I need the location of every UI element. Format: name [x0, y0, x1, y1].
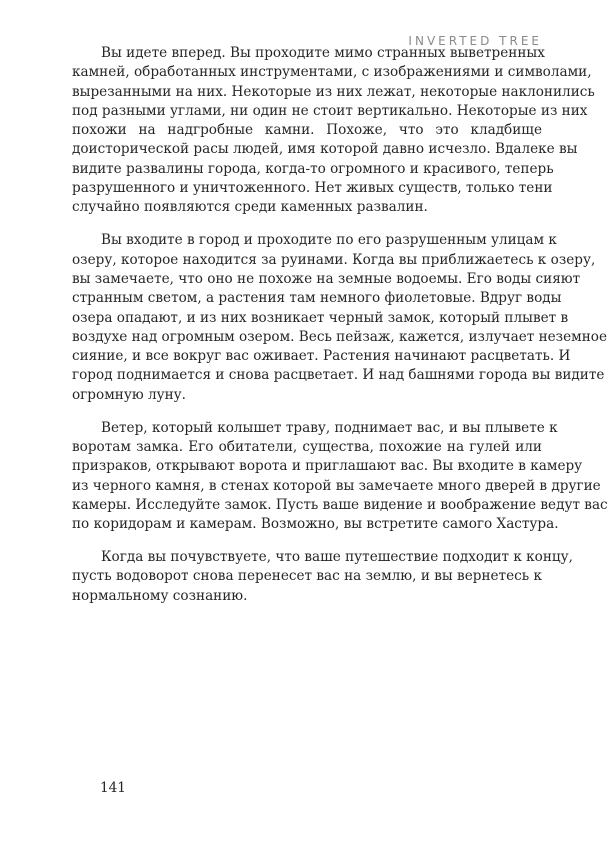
text-line: камней, обработанных инструментами, с изображениями и символами, — [72, 64, 592, 81]
text-line: из черного камня, в стенах которой вы замечаете много дверей в другие — [72, 477, 601, 494]
text-line: под разными углами, ни один не стоит вертикально. Некоторые из них — [72, 102, 588, 119]
page-number: 141 — [100, 780, 126, 796]
text-line: вы замечаете, что оно не похоже на земные водоемы. Его воды сияют — [72, 270, 581, 287]
text-line: Вы входите в город и проходите по его разрушенным улицам к — [101, 232, 557, 249]
text-line: озеру, которое находится за руинами. Когда вы приближаетесь к озеру, — [72, 251, 596, 268]
text-line: воротам замка. Его обитатели, существа, похожие на гулей или — [72, 439, 542, 456]
text-line: город поднимается и снова расцветает. И над башнями города вы видите — [72, 367, 605, 384]
text-line: вырезанными на них. Некоторые из них лежат, некоторые наклонились — [72, 83, 595, 100]
text-line: Когда вы почувствуете, что ваше путешествие подходит к концу, — [101, 549, 573, 566]
paragraph — [72, 231, 608, 405]
text-line: воздухе над огромным озером. Весь пейзаж, кажется, излучает неземное — [72, 328, 608, 345]
text-line: озера опадают, и из них возникает черный замок, который плывет в — [72, 309, 569, 326]
text-line: видите развалины города, когда-то огромного и красивого, теперь — [72, 160, 554, 177]
running-header: INVERTED TREE — [408, 34, 542, 48]
text-line: камеры. Исследуйте замок. Пусть ваше видение и воображение ведут вас — [72, 496, 608, 513]
text-line: Вы идете вперед. Вы проходите мимо странных выветренных — [101, 45, 545, 61]
text-line: призраков, открывают ворота и приглашают вас. Вы входите в камеру — [72, 458, 583, 475]
text-line: Ветер, который колышет траву, поднимает вас, и вы плывете к — [101, 419, 558, 436]
paragraph — [72, 419, 608, 535]
text-line: огромную луну. — [72, 386, 186, 403]
paragraph — [72, 44, 595, 218]
text-line: нормальному сознанию. — [72, 587, 248, 604]
text-line: по коридорам и камерам. Возможно, вы встретите самого Хастура. — [72, 516, 559, 533]
text-line: пусть водоворот снова перенесет вас на землю, и вы вернетесь к — [72, 568, 542, 585]
body-text — [72, 44, 608, 620]
paragraph — [72, 548, 573, 606]
text-line: доисторической расы людей, имя которой давно исчезло. Вдалеке вы — [72, 141, 578, 158]
text-line: странным светом, а растения там немного фиолетовые. Вдруг воды — [72, 290, 562, 307]
text-line: сияние, и все вокруг вас оживает. Растения начинают расцветать. И — [72, 348, 571, 365]
text-line: похожи на надгробные камни. Похоже, что это кладбище — [72, 122, 542, 139]
text-line: случайно появляются среди каменных развалин. — [72, 199, 428, 216]
text-line: разрушенного и уничтоженного. Нет живых существ, только тени — [72, 180, 553, 197]
